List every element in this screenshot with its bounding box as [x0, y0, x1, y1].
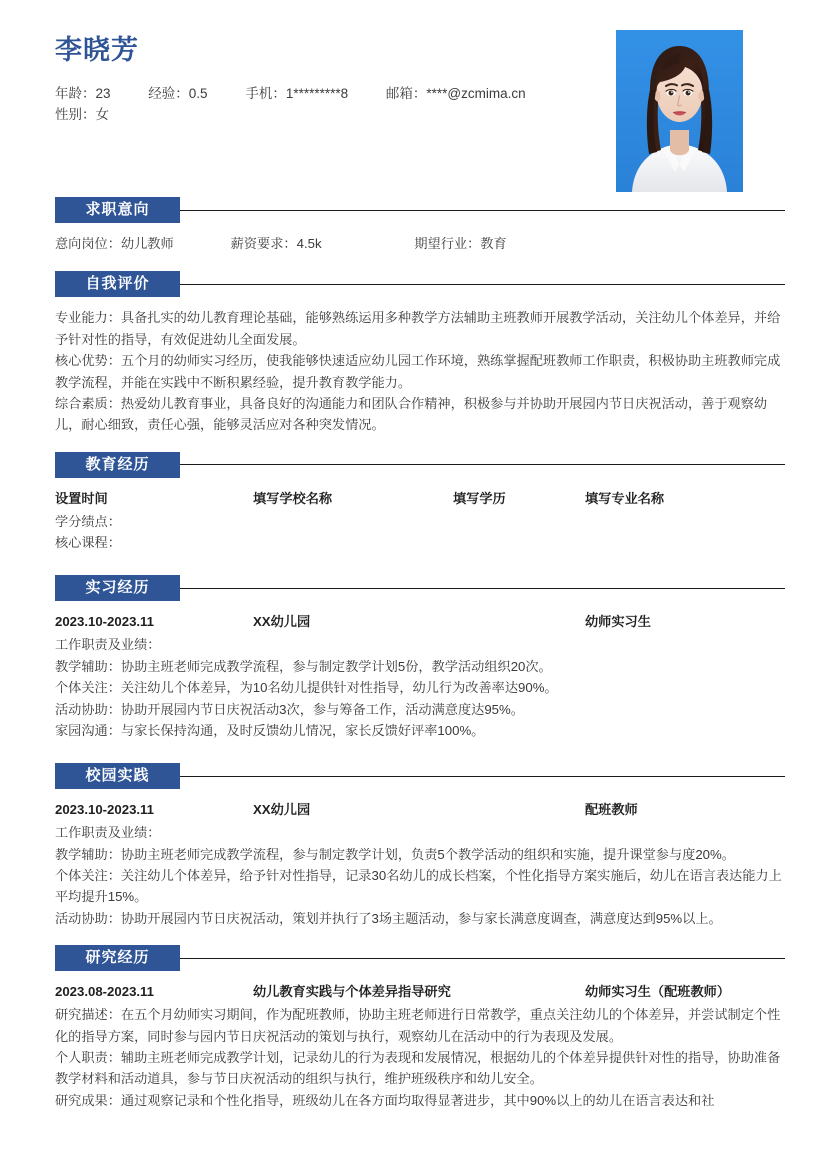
job-intent-salary-value: 4.5k	[296, 236, 322, 251]
education-column-major: 填写专业名称	[585, 490, 665, 506]
section-divider	[180, 958, 785, 959]
contact-label-experience: 经验：	[148, 86, 189, 102]
section-head-campus-practice	[55, 761, 785, 791]
contact-field-gender	[55, 105, 109, 126]
research-line: 研究描述：在五个月幼师实习期间，作为配班教师，协助主班老师进行日常教学，重点关注幼儿的个体差异，并尝试制定个性化的指导方案，同时参与园内节日庆祝活动的策划与执行，观察幼儿在活动中的行为表现及发展。	[55, 1007, 781, 1044]
education-columns-row	[55, 488, 785, 509]
spacer	[0, 255, 820, 269]
section-divider	[180, 210, 785, 211]
campus-practice-role: 配班教师	[585, 802, 638, 818]
section-self-evaluation	[0, 269, 820, 435]
self-evaluation-paragraph: 核心优势：五个月的幼师实习经历，使我能够快速适应幼儿园工作环境，熟练掌握配班教师工作职责，积极协助主班教师完成教学流程，并能在实践中不断积累经验，提升教育教学能力。	[55, 353, 781, 390]
profile-photo-icon	[616, 30, 743, 192]
campus-practice-line: 个体关注：关注幼儿个体差异，给予针对性指导，记录30名幼儿的成长档案，个性化指导方案实施后，幼儿在语言表达能力上平均提升15%。	[55, 868, 782, 905]
avatar	[616, 30, 743, 192]
contact-value-email: ****@zcmima.cn	[426, 86, 526, 102]
page-title: 李晓芳	[55, 35, 139, 65]
research-entry-header	[55, 981, 785, 1002]
education-core-courses: 核心课程：	[55, 535, 121, 551]
spacer	[0, 553, 820, 573]
section-title-campus-practice: 校园实践	[55, 763, 180, 789]
campus-practice-period: 2023.10-2023.11	[55, 802, 155, 818]
section-title-internship: 实习经历	[55, 575, 180, 601]
campus-practice-line: 工作职责及业绩：	[55, 825, 161, 841]
campus-practice-body	[55, 822, 785, 929]
internship-body	[55, 634, 785, 741]
campus-practice-line: 教学辅助：协助主班老师完成教学流程，参与制定教学计划，负责5个教学活动的组织和实施，提升课堂参与度20%。	[55, 846, 735, 862]
section-head-job-intent	[55, 195, 785, 225]
spacer	[0, 929, 820, 943]
research-body	[55, 1004, 785, 1111]
education-column-time: 设置时间	[55, 490, 108, 506]
section-head-education	[55, 450, 785, 480]
job-intent-industry-label: 期望行业：	[414, 236, 481, 251]
internship-line: 教学辅助：协助主班老师完成教学流程，参与制定教学计划5份，教学活动组织20次。	[55, 658, 552, 674]
contact-field-email	[386, 84, 526, 105]
self-evaluation-body	[55, 307, 785, 435]
resume-header	[0, 0, 820, 195]
internship-role: 幼师实习生	[585, 614, 651, 630]
self-evaluation-paragraph: 综合素质：热爱幼儿教育事业，具备良好的沟通能力和团队合作精神，积极参与并协助开展园内节日庆祝活动，善于观察幼儿，耐心细致，责任心强，能够灵活应对各种突发情况。	[55, 395, 768, 433]
contact-field-age	[55, 84, 111, 105]
contact-label-email: 邮箱：	[385, 86, 427, 102]
education-gpa: 学分绩点：	[55, 513, 121, 529]
contact-label-gender: 性别：	[55, 107, 96, 123]
education-column-school: 填写学校名称	[253, 490, 333, 506]
internship-line: 个体关注：关注幼儿个体差异，为10名幼儿提供针对性指导，幼儿行为改善率达90%。	[55, 680, 558, 696]
section-title-research: 研究经历	[55, 945, 180, 971]
internship-line: 活动协助：协助开展园内节日庆祝活动3次，参与筹备工作，活动满意度达95%。	[55, 701, 524, 717]
contact-value-phone: 1*********8	[285, 86, 349, 102]
spacer	[0, 436, 820, 450]
education-column-degree: 填写学历	[453, 490, 506, 506]
section-head-research	[55, 943, 785, 973]
internship-line: 工作职责及业绩：	[55, 637, 161, 653]
contact-value-experience: 0.5	[188, 86, 208, 102]
campus-practice-entry-header	[55, 799, 785, 820]
section-campus-practice	[0, 761, 820, 929]
internship-entry-header	[55, 611, 785, 632]
section-job-intent	[0, 195, 820, 255]
section-title-job-intent: 求职意向	[55, 197, 180, 223]
section-head-self-evaluation	[55, 269, 785, 299]
internship-period: 2023.10-2023.11	[55, 614, 155, 630]
section-head-internship	[55, 573, 785, 603]
internship-organization: XX幼儿园	[253, 614, 311, 630]
research-line: 个人职责：辅助主班老师完成教学计划，记录幼儿的行为表现和发展情况，根据幼儿的个体差异提供针对性的指导，协助准备教学材料和活动道具，参与节日庆祝活动的组织与执行，维护班级秩序和幼儿安全。	[55, 1049, 781, 1087]
job-intent-salary	[231, 233, 411, 255]
contact-label-age: 年龄：	[55, 86, 96, 102]
section-divider	[180, 588, 785, 589]
spacer	[0, 741, 820, 761]
section-research	[0, 943, 820, 1111]
job-intent-position-label: 意向岗位：	[55, 236, 121, 251]
section-internship	[0, 573, 820, 741]
section-title-education: 教育经历	[55, 452, 180, 478]
contact-field-phone	[245, 84, 348, 105]
research-role: 幼师实习生（配班教师）	[585, 984, 731, 1000]
section-education	[0, 450, 820, 554]
internship-line: 家园沟通：与家长保持沟通，及时反馈幼儿情况，家长反馈好评率100%。	[55, 722, 485, 738]
job-intent-position	[55, 233, 227, 255]
section-divider	[180, 776, 785, 777]
research-period: 2023.08-2023.11	[55, 984, 155, 1000]
section-divider	[180, 284, 785, 285]
job-intent-fields	[55, 233, 785, 255]
job-intent-salary-label: 薪资要求：	[230, 236, 297, 251]
job-intent-position-value: 幼儿教师	[120, 236, 174, 251]
campus-practice-organization: XX幼儿园	[253, 802, 311, 818]
section-title-self-evaluation: 自我评价	[55, 271, 180, 297]
contact-value-gender: 女	[95, 107, 109, 123]
campus-practice-line: 活动协助：协助开展园内节日庆祝活动，策划并执行了3场主题活动，参与家长满意度调查，满意度达到95%以上。	[55, 910, 722, 926]
job-intent-industry-value: 教育	[480, 236, 507, 251]
contact-value-age: 23	[95, 86, 111, 102]
contact-field-experience	[148, 84, 207, 105]
self-evaluation-paragraph: 专业能力：具备扎实的幼儿教育理论基础，能够熟练运用多种教学方法辅助主班教师开展教学活动，关注幼儿个体差异，并给予针对性的指导，有效促进幼儿全面发展。	[55, 310, 781, 347]
research-line: 研究成果：通过观察记录和个性化指导，班级幼儿在各方面均取得显著进步，其中90%以上的幼儿在语言表达和社	[55, 1092, 715, 1108]
section-divider	[180, 464, 785, 465]
research-topic: 幼儿教育实践与个体差异指导研究	[253, 984, 451, 1000]
contact-label-phone: 手机：	[245, 86, 286, 102]
job-intent-industry	[414, 233, 506, 255]
